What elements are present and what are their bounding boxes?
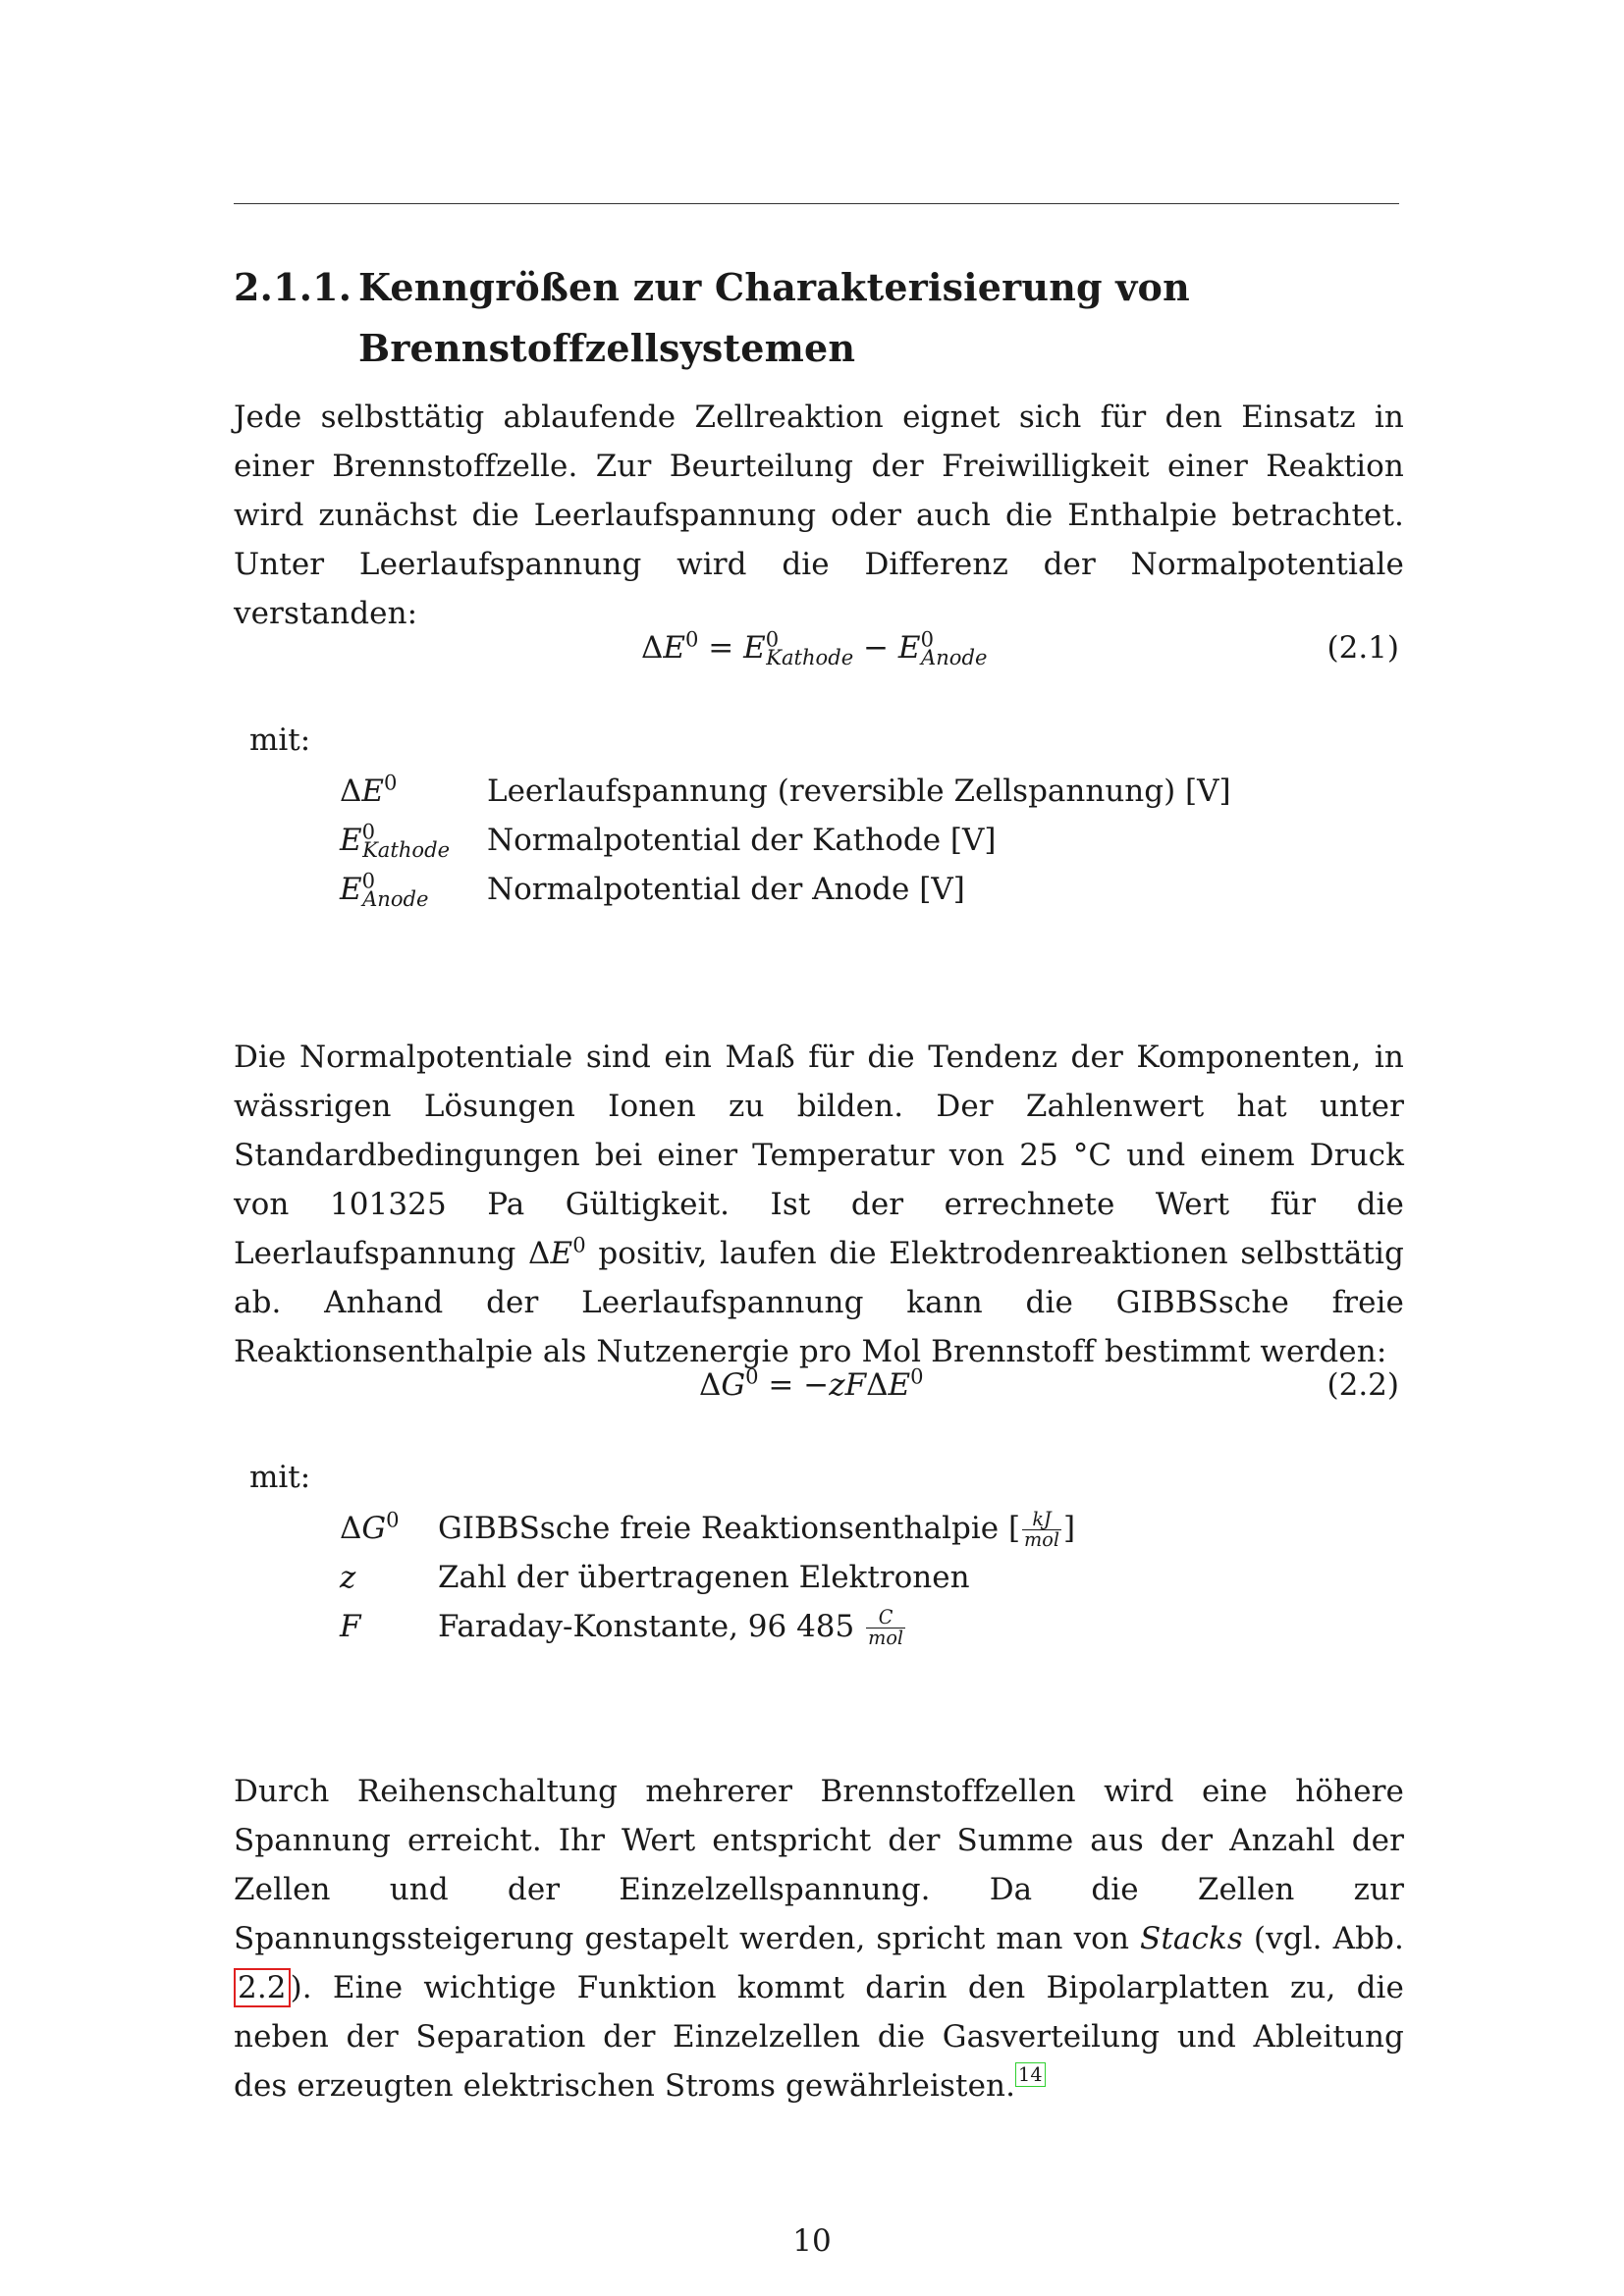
equation-2-2 [234,1363,1399,1416]
paragraph-3-text: Durch Reihenschaltung mehrerer Brennstoffzellen wird eine höhere Spannung erreicht. Ihr Wert entspricht der Summe aus der Anzahl der Zellen und der Einzelzellspannung. Da die Zellen zur Spannungssteigerung gestapelt werden, spricht man von [234,1774,1404,1956]
symbol-row [340,767,1322,816]
paragraph-2-text-b: positiv, laufen die Elektrodenreaktionen selbsttätig ab. Anhand der Leerlaufspannung kann die GIBBSsche freie Reaktionsenthalpie als Nutzenergie pro Mol Brennstoff bestimmt werden: [234,1236,1404,1369]
symbol-row [340,1504,1322,1553]
symbol-row [340,865,1322,914]
symbol-e0-kathode: $E^0_{Kathode}$ [340,819,451,863]
footnote-link[interactable]: 14 [1015,2062,1046,2087]
symbol-row [340,1553,1322,1602]
symbol-f: F [340,1609,361,1644]
section-title-line1: Kenngrößen zur Charakterisierung von [358,265,1190,309]
paragraph-3-text-b: (vgl. Abb. [1253,1921,1404,1956]
symbol-delta-e0: $\Delta E^0$ [340,770,398,809]
equation-2-1 [234,626,1399,679]
symbol-e0-anode: $E^0_{Anode}$ [340,868,429,912]
paragraph-3-text-c: ). Eine wichtige Funktion kommt darin den Bipolarplatten zu, die neben der Separation der Einzelzellen die Gasverteilung und Ableitung des erzeugten elektrischen Stroms gewährleisten. [234,1970,1404,2104]
section-number: 2.1.1. [234,265,352,309]
header-rule [234,203,1399,204]
symbol-list-2 [340,1504,1322,1651]
symbol-list-1 [340,767,1322,914]
paragraph-1: Jede selbsttätig ablaufende Zellreaktion eignet sich für den Einsatz in einer Brennstoffzelle. Zur Beurteilung der Freiwilligkeit einer Reaktion wird zunächst die Leerlaufspannung oder auch die Enthalpie betrachtet. Unter Leerlaufspannung wird die Differenz der Normalpotentiale verstanden: [234,400,1404,631]
symbol-description: GIBBSsche freie Reaktionsenthalpie [ $\frac{kJ}{\text{mol}}$ ] [438,1507,1076,1551]
equation-2-2-number: (2.2) [1326,1367,1399,1403]
stacks-term: Stacks [1140,1921,1243,1956]
symbol-description: Faraday-Konstante, 96 485 $\frac{C}{\text{mol}}$ [438,1605,904,1649]
symbol-description: Leerlaufspannung (reversible Zellspannung) [V] [487,774,1231,809]
equation-2-1-number: (2.1) [1326,630,1399,666]
symbol-description: Zahl der übertragenen Elektronen [438,1560,970,1595]
mit-label-2: mit: [249,1460,311,1495]
symbol-delta-g0: $\Delta G^0$ [340,1507,400,1546]
paragraph-2-text: Die Normalpotentiale sind ein Maß für die Tendenz der Komponenten, in wässrigen Lösungen Ionen zu bilden. Der Zahlenwert hat unter Standardbedingungen bei einer Temperatur von 25 °C und einem Druck von 101325 Pa Gültigkeit. Ist der errechnete Wert für die Leerlaufspannung [234,1040,1404,1271]
figure-reference-link[interactable]: 2.2 [234,1968,291,2007]
symbol-description: Normalpotential der Kathode [V] [487,823,997,858]
equation-2-1-formula: $\Delta E^0 = E^0_{Kathode} - E^0_{Anode}$ [641,626,988,670]
mit-label-1: mit: [249,722,311,758]
page-number: 10 [792,2223,832,2259]
symbol-description: Normalpotential der Anode [V] [487,872,965,907]
section-heading [234,257,1190,379]
paragraph-2: Die Normalpotentiale sind ein Maß für die Tendenz der Komponenten, in wässrigen Lösungen Ionen zu bilden. Der Zahlenwert hat unter Standardbedingungen bei einer Temperatur von 25 °C und einem Druck von 101325 Pa Gültigkeit. Ist der errechnete Wert für die Leerlaufspannung $\Delta E^0$ positiv, laufen die Elektrodenreaktionen selbsttätig ab. Anhand der Leerlaufspannung kann die GIBBSsche freie Reaktionsenthalpie als Nutzenergie pro Mol Brennstoff bestimmt werden: [234,1040,1404,1369]
symbol-row [340,1602,1322,1651]
section-title-line2: Brennstoffzellsystemen [358,326,856,370]
symbol-z: z [340,1560,356,1595]
paragraph-3 [234,1767,1404,2110]
symbol-row [340,816,1322,865]
equation-2-2-formula: $\Delta G^0 = -zF\Delta E^0$ [699,1363,924,1403]
